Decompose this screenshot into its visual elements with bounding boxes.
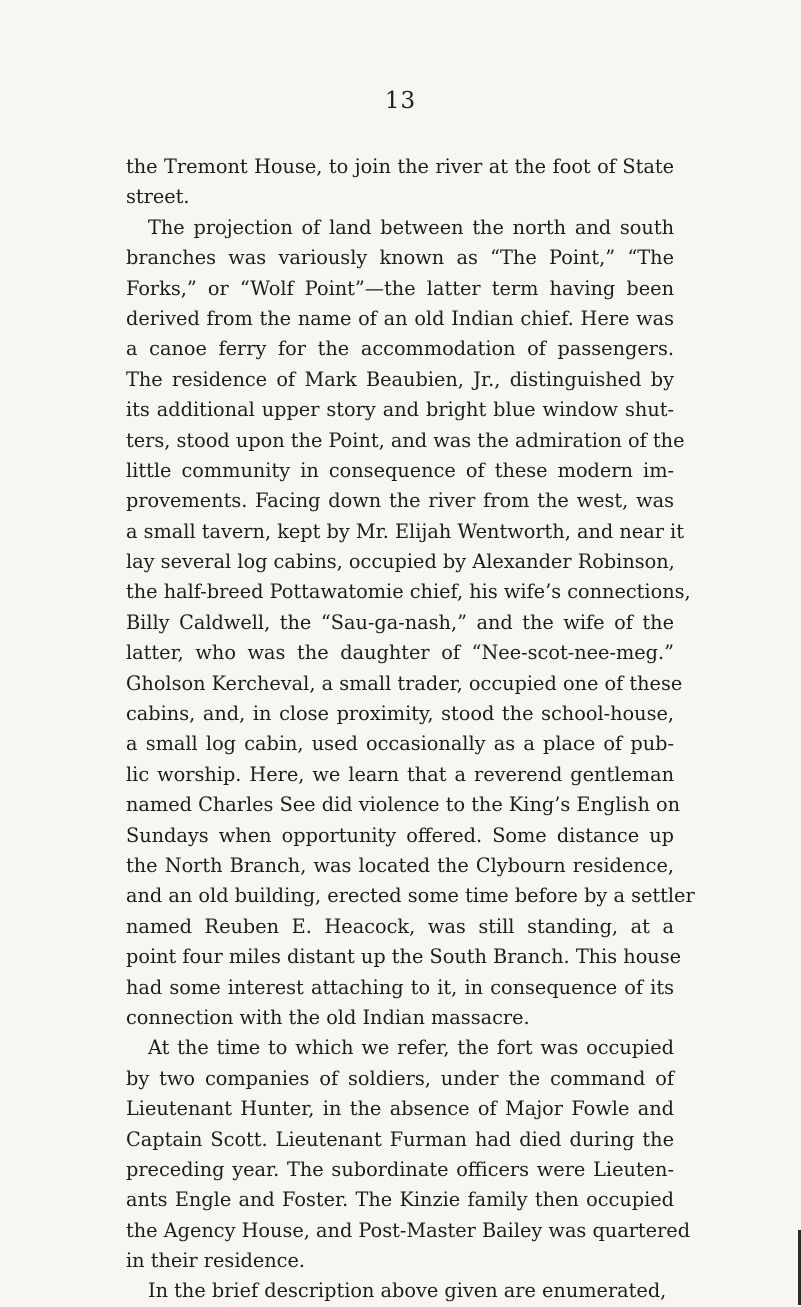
text-line: a canoe ferry for the accommodation of passengers. [126,337,674,361]
text-line: point four miles distant up the South Branch. This house [126,945,682,969]
text-line: by two companies of soldiers, under the command of [126,1066,674,1090]
text-line: Gholson Kercheval, a small trader, occupied one of these [126,671,683,695]
text-line: Captain Scott. Lieutenant Furman had died during the [126,1127,674,1151]
text-line: the Agency House, and Post-Master Bailey was quartered [126,1218,691,1242]
text-line: The projection of land between the north and south [148,215,674,239]
text-line: At the time to which we refer, the fort was occupied [148,1036,674,1060]
text-line: lay several log cabins, occupied by Alexander Robinson, [126,550,675,574]
text-line: and an old building, erected some time before by a settler [126,884,695,908]
text-line: In the brief description above given are enumerated, [148,1279,667,1303]
text-line: derived from the name of an old Indian chief. Here was [126,306,674,330]
text-line: Billy Caldwell, the “Sau-ga-nash,” and the wife of the [126,610,674,634]
text-line: had some interest attaching to it, in consequence of its [126,975,674,999]
body-text [126,152,695,1307]
text-line: latter, who was the daughter of “Nee-scot-nee-meg.” [126,641,674,665]
text-line: a small tavern, kept by Mr. Elijah Wentworth, and near it [126,519,684,543]
text-line: a small log cabin, used occasionally as a place of pub- [126,732,674,756]
text-line: its additional upper story and bright blue window shut- [126,398,674,422]
text-line: cabins, and, in close proximity, stood the school-house, [126,702,674,726]
text-line: branches was variously known as “The Point,” “The [126,246,674,270]
text-line: ters, stood upon the Point, and was the admiration of the [126,428,685,452]
text-line: Sundays when opportunity offered. Some distance up [126,823,674,847]
text-line: little community in consequence of these modern im- [126,458,674,482]
text-line: The residence of Mark Beaubien, Jr., distinguished by [126,367,674,391]
text-line: Lieutenant Hunter, in the absence of Major Fowle and [126,1097,674,1121]
text-line: Forks,” or “Wolf Point”—the latter term having been [126,276,674,300]
text-line: the North Branch, was located the Clybourn residence, [126,853,674,877]
text-line: the Tremont House, to join the river at the foot of State [126,155,674,178]
text-line: street. [126,185,190,209]
text-line: in their residence. [126,1249,306,1273]
text-line: lic worship. Here, we learn that a reverend gentleman [126,762,674,786]
text-line: preceding year. The subordinate officers were Lieuten- [126,1157,674,1181]
text-line: named Reuben E. Heacock, was still standing, at a [126,914,674,938]
text-line: ants Engle and Foster. The Kinzie family then occupied [126,1188,674,1212]
text-line: connection with the old Indian massacre. [126,1005,530,1029]
text-line: provements. Facing down the river from the west, was [126,489,674,513]
page-number: 13 [384,88,417,114]
text-line: named Charles See did violence to the King’s English on [126,793,681,817]
text-line: the half-breed Pottawatomie chief, his wife’s connections, [126,580,691,604]
